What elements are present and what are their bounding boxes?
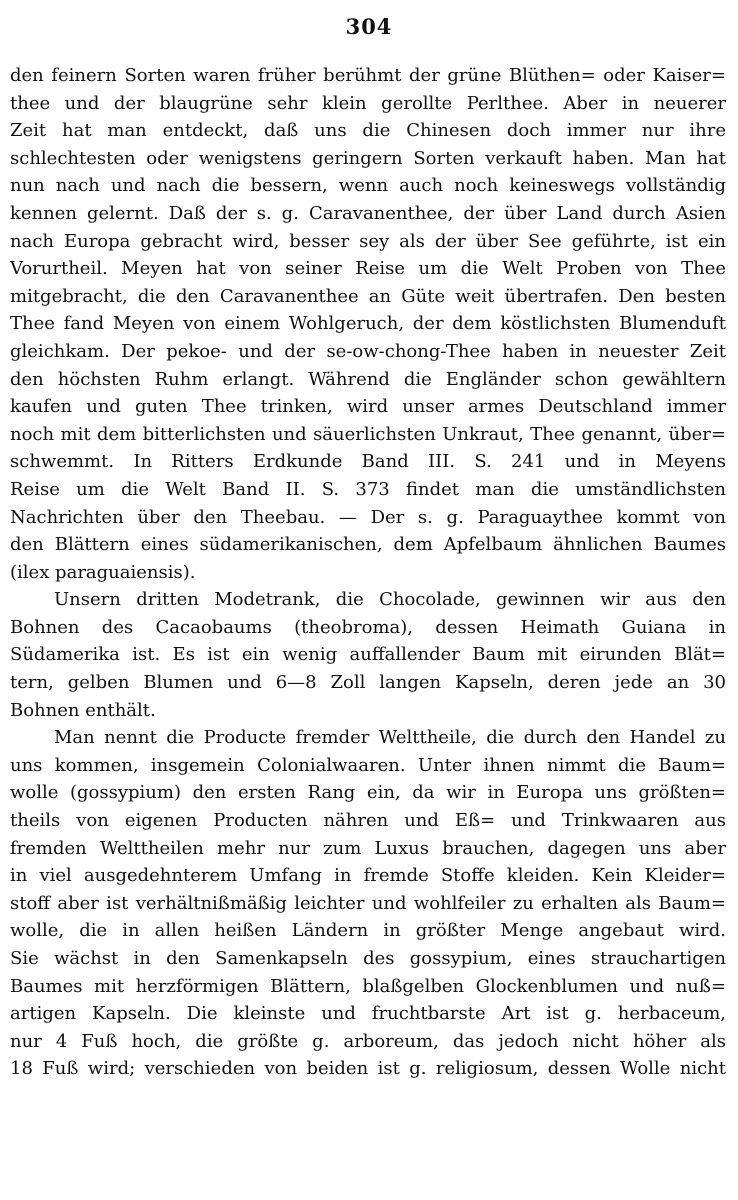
text-line: den Blättern eines südamerikanischen, dem Apfelbaum ähnlichen Baumes: [10, 534, 726, 556]
text-line: mitgebracht, die den Caravanenthee an Güte weit übertrafen. Den besten: [10, 285, 726, 307]
text-line: Sie wächst in den Samenkapseln des gossypium, eines strauchartigen: [10, 948, 726, 969]
text-line: theils von eigenen Producten nähren und Eß= und Trinkwaaren aus: [10, 810, 726, 832]
text-line: nach Europa gebracht wird, besser sey als der über See geführte, ist ein: [10, 230, 726, 252]
text-line: den höchsten Ruhm erlangt. Während die Engländer schon gewähltern: [10, 368, 726, 390]
text-line: in viel ausgedehnterem Umfang in fremde Stoffe kleiden. Kein Kleider=: [10, 865, 726, 887]
text-line: fremden Welttheilen mehr nur zum Luxus brauchen, dagegen uns aber: [10, 837, 726, 859]
text-line: Baumes mit herzförmigen Blättern, blaßgelben Glockenblumen und nuß=: [10, 975, 726, 997]
text-line: uns kommen, insgemein Colonialwaaren. Unter ihnen nimmt die Baum=: [10, 754, 726, 776]
text-line: kaufen und guten Thee trinken, wird unser armes Deutschland immer: [10, 396, 726, 418]
text-line: Man nennt die Producte fremder Welttheile, die durch den Handel zu: [54, 727, 726, 749]
text-line: wolle (gossypium) den ersten Rang ein, da wir in Europa uns größten=: [10, 782, 726, 804]
text-line: stoff aber ist verhältnißmäßig leichter und wohlfeiler zu erhalten als Baum=: [10, 892, 726, 914]
text-line: artigen Kapseln. Die kleinste und fruchtbarste Art ist g. herbaceum,: [10, 1003, 726, 1025]
body-text: [10, 62, 726, 1083]
text-line: noch mit dem bitterlichsten und säuerlichsten Unkraut, Thee genannt, über=: [10, 423, 726, 445]
text-line: schwemmt. In Ritters Erdkunde Band III. S. 241 und in Meyens: [10, 451, 726, 473]
text-line: thee und der blaugrüne sehr klein gerollte Perlthee. Aber in neuerer: [10, 92, 726, 114]
text-line: (ilex paraguaiensis).: [10, 561, 196, 583]
text-line: Südamerika ist. Es ist ein wenig auffallender Baum mit eirunden Blät=: [10, 644, 726, 666]
text-line: Nachrichten über den Theebau. — Der s. g. Paraguaythee kommt von: [10, 506, 726, 528]
text-line: wolle, die in allen heißen Ländern in größter Menge angebaut wird.: [10, 920, 726, 942]
text-line: tern, gelben Blumen und 6—8 Zoll langen Kapseln, deren jede an 30: [10, 672, 726, 694]
text-line: Zeit hat man entdeckt, daß uns die Chinesen doch immer nur ihre: [10, 120, 726, 142]
text-line: den feinern Sorten waren früher berühmt der grüne Blüthen= oder Kaiser=: [10, 65, 726, 86]
text-line: nur 4 Fuß hoch, die größte g. arboreum, das jedoch nicht höher als: [10, 1030, 726, 1052]
text-line: Bohnen des Cacaobaums (theobroma), dessen Heimath Guiana in: [10, 616, 726, 638]
text-line: Bohnen enthält.: [10, 699, 156, 721]
text-line: kennen gelernt. Daß der s. g. Caravanenthee, der über Land durch Asien: [10, 202, 726, 224]
text-line: Vorurtheil. Meyen hat von seiner Reise um die Welt Proben von Thee: [10, 258, 726, 280]
text-line: Unsern dritten Modetrank, die Chocolade, gewinnen wir aus den: [54, 589, 726, 611]
text-line: Thee fand Meyen von einem Wohlgeruch, der dem köstlichsten Blumenduft: [10, 313, 726, 335]
text-line: nun nach und nach die bessern, wenn auch noch keineswegs vollständig: [10, 175, 726, 197]
page-number: 304: [345, 14, 393, 39]
text-line: 18 Fuß wird; verschieden von beiden ist g. religiosum, dessen Wolle nicht: [10, 1058, 726, 1080]
text-line: gleichkam. Der pekoe- und der se-ow-chong-Thee haben in neuester Zeit: [10, 340, 726, 362]
text-line: schlechtesten oder wenigstens geringern Sorten verkauft haben. Man hat: [10, 147, 726, 169]
text-line: Reise um die Welt Band II. S. 373 findet man die umständlichsten: [10, 478, 726, 500]
